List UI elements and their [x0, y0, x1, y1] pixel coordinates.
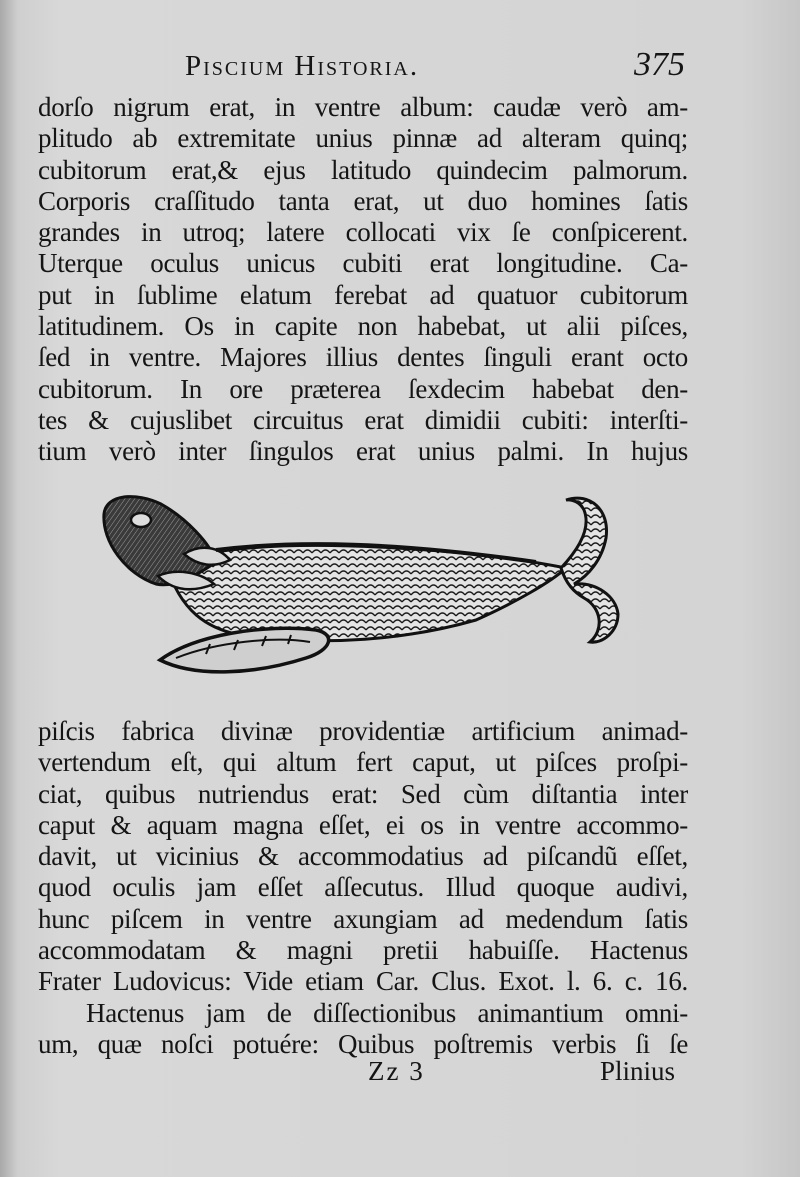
- text-line: caput & aquam magna eſſet, ei os in ventre accommo-: [38, 809, 688, 840]
- text-line: Uterque oculus unicus cubiti erat longitudine. Ca-: [38, 248, 688, 279]
- text-line: hunc piſcem in ventre axungiam ad medendum ſatis: [38, 903, 688, 934]
- paragraph-start-line: Hactenus jam de diſſectionibus animantium omni-: [86, 997, 688, 1028]
- text-line: Frater Ludovicus: Vide etiam Car. Clus. Exot. l. 6. c. 16.: [38, 966, 688, 997]
- text-line: grandes in utroq; latere collocati vix ſe conſpicerent.: [38, 217, 688, 248]
- text-line: Corporis craſſitudo tanta erat, ut duo homines ſatis: [38, 185, 688, 216]
- text-line: dorſo nigrum erat, in ventre album: caudæ verò am-: [38, 92, 688, 122]
- text-line: tes & cujuslibet circuitus erat dimidii cubiti: interſti-: [38, 404, 688, 435]
- text-line: plitudo ab extremitate unius pinnæ ad alteram quinq;: [38, 123, 688, 154]
- text-line: vertendum eſt, qui altum fert caput, ut piſces proſpi-: [38, 747, 688, 778]
- page-header: [0, 46, 800, 90]
- text-line: piſcis fabrica divinæ providentiæ artificium animad-: [38, 716, 688, 746]
- text-block-bottom: [38, 716, 688, 1060]
- text-line: accommodatam & magni pretii habuiſſe. Hactenus: [38, 935, 688, 966]
- fish-tail: [561, 498, 618, 642]
- fish-woodcut-illustration: [96, 484, 626, 694]
- signature-mark: Zz 3: [368, 1056, 425, 1086]
- text-line: ſed in ventre. Majores illius dentes ſinguli erant octo: [38, 342, 688, 373]
- text-line: um, quæ noſci potuére: Quibus poſtremis verbis ſi ſe: [38, 1028, 688, 1059]
- running-title: Piscium Historia.: [185, 50, 420, 82]
- fish-eye: [131, 513, 151, 527]
- text-line: davit, ut vicinius & accommodatius ad piſcandũ eſſet,: [38, 841, 688, 872]
- text-line: latitudinem. Os in capite non habebat, ut alii piſces,: [38, 311, 688, 342]
- text-line: put in ſublime elatum ferebat ad quatuor cubitorum: [38, 279, 688, 310]
- catchword: Plinius: [600, 1056, 676, 1086]
- page-number: 375: [634, 46, 685, 83]
- text-line: quod oculis jam eſſet aſſecutus. Illud quoque audivi,: [38, 872, 688, 903]
- text-block-top: [38, 92, 688, 468]
- fish-head: [104, 497, 216, 585]
- text-line: tium verò inter ſingulos erat unius palmi. In hujus: [38, 436, 688, 467]
- belly-mouth: [160, 628, 329, 672]
- page-footer: [0, 1056, 800, 1090]
- text-line: cubitorum erat,& ejus latitudo quindecim palmorum.: [38, 154, 688, 185]
- text-line: cubitorum. In ore præterea ſexdecim habebat den-: [38, 373, 688, 404]
- text-line: ciat, quibus nutriendus erat: Sed cùm diſtantia inter: [38, 778, 688, 809]
